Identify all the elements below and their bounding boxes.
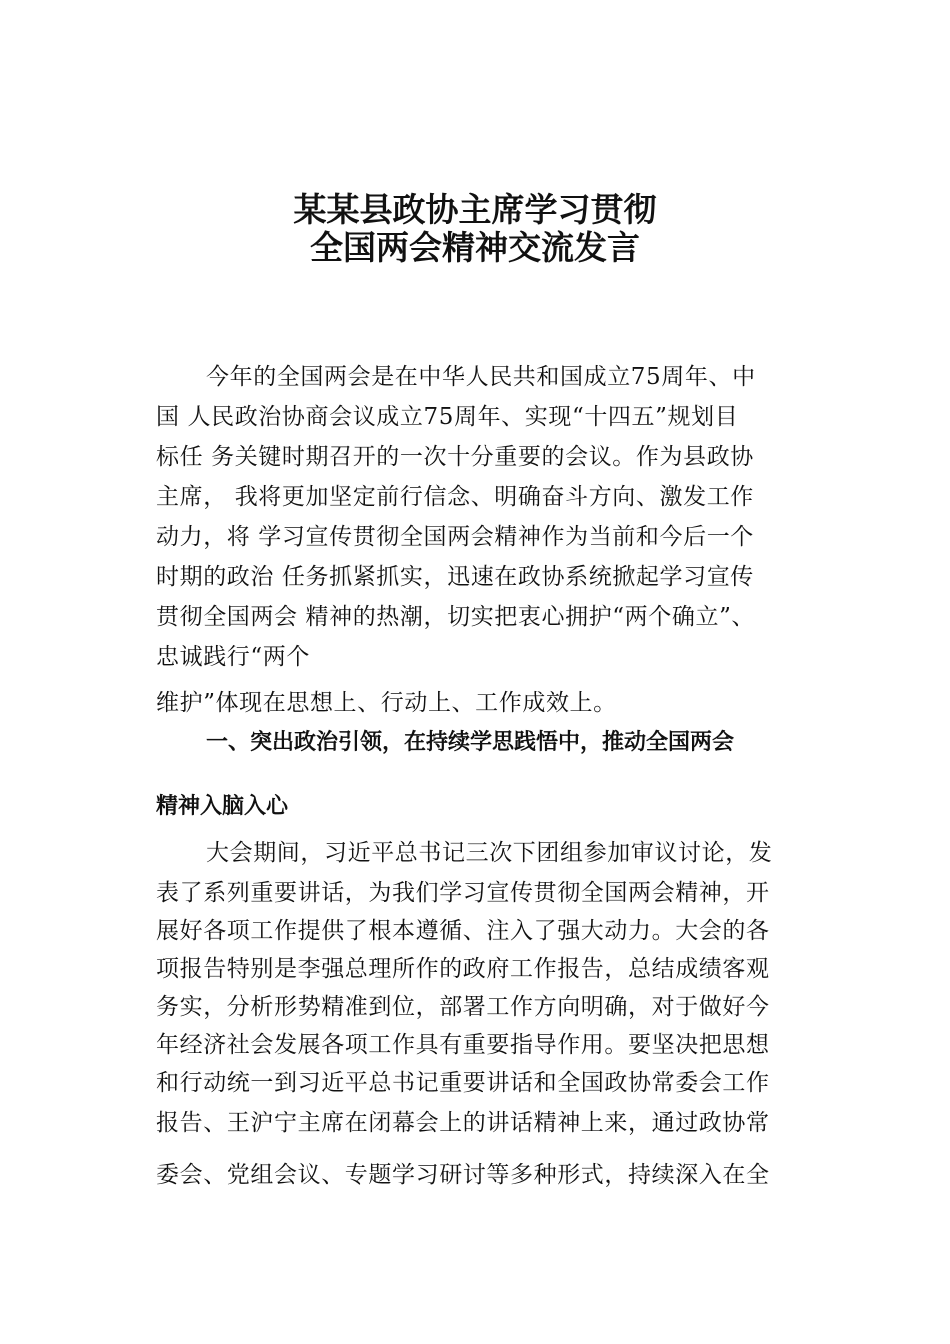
paragraph-line: 维护”体现在思想上、行动上、工作成效上。 bbox=[156, 690, 617, 716]
paragraph-line: 委会、党组会议、专题学习研讨等多种形式，持续深入在全 bbox=[156, 1162, 770, 1188]
paragraph-line: 大会期间，习近平总书记三次下团组参加审议讨论，发 bbox=[206, 840, 773, 866]
paragraph-line: 今年的全国两会是在中华人民共和国成立75周年、中 bbox=[206, 364, 756, 390]
paragraph-line: 国 人民政治协商会议成立75周年、实现“十四五”规划目 bbox=[156, 404, 739, 430]
paragraph-line: 主席， 我将更加坚定前行信念、明确奋斗方向、激发工作 bbox=[156, 484, 754, 510]
paragraph-line: 表了系列重要讲话，为我们学习宣传贯彻全国两会精神，开 bbox=[156, 880, 770, 906]
paragraph-line: 忠诚践行“两个 bbox=[156, 644, 310, 670]
paragraph-line: 动力，将 学习宣传贯彻全国两会精神作为当前和今后一个 bbox=[156, 524, 754, 550]
paragraph-line: 报告、王沪宁主席在闭幕会上的讲话精神上来，通过政协常 bbox=[156, 1110, 770, 1136]
paragraph-line: 标任 务关键时期召开的一次十分重要的会议。作为县政协 bbox=[156, 444, 754, 470]
document-title-line-1: 某某县政协主席学习贯彻 bbox=[293, 190, 657, 229]
section-heading-line-2: 精神入脑入心 bbox=[156, 794, 289, 819]
paragraph-line: 务实，分析形势精准到位，部署工作方向明确，对于做好今 bbox=[156, 994, 770, 1020]
paragraph-line: 展好各项工作提供了根本遵循、注入了强大动力。大会的各 bbox=[156, 918, 770, 944]
paragraph-line: 项报告特别是李强总理所作的政府工作报告，总结成绩客观 bbox=[156, 956, 770, 982]
document-title-line-2: 全国两会精神交流发言 bbox=[310, 228, 640, 267]
paragraph-line: 贯彻全国两会 精神的热潮，切实把衷心拥护“两个确立”、 bbox=[156, 604, 756, 630]
paragraph-line: 和行动统一到习近平总书记重要讲话和全国政协常委会工作 bbox=[156, 1070, 770, 1096]
paragraph-line: 年经济社会发展各项工作具有重要指导作用。要坚决把思想 bbox=[156, 1032, 770, 1058]
section-heading-line-1: 一、突出政治引领，在持续学思践悟中，推动全国两会 bbox=[206, 730, 735, 755]
paragraph-line: 时期的政治 任务抓紧抓实，迅速在政协系统掀起学习宣传 bbox=[156, 564, 754, 590]
